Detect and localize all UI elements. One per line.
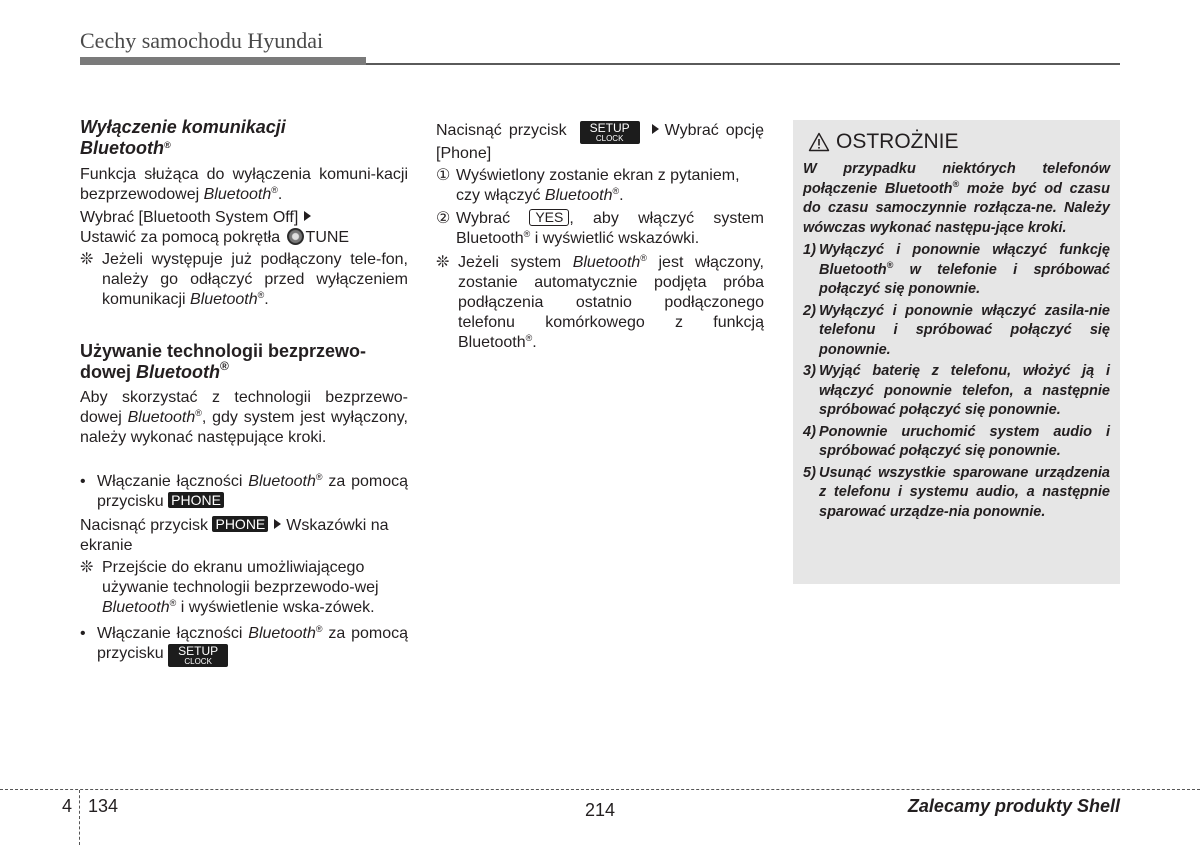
step-2: ② Wybrać YES , aby włączyć system Bluetooth® i wyświetlić wskazówki. <box>436 209 764 247</box>
caution-intro: W przypadku niektórych telefonów połączenie Bluetooth® może być od czasu do czasu samoczynnie rozłącza-ne. Należy wówczas wykonać następu-jące kroki. <box>803 161 1110 236</box>
page-number: 134 <box>88 796 119 816</box>
chapter-number: 4 <box>62 796 73 816</box>
column-left <box>80 117 408 667</box>
setup-clock-key: SETUP CLOCK <box>168 644 228 667</box>
header-rule <box>366 63 1120 65</box>
caution-item: 4) Ponownie uruchomić system audio i spróbować połączyć się ponownie. <box>803 423 1110 459</box>
arrow-right-icon <box>274 519 281 529</box>
note: ❊ Jeżeli występuje już podłączony tele-fon, należy go odłączyć przed wyłączeniem komunikacji Bluetooth®. <box>80 251 408 308</box>
list-item: • Włączanie łączności Bluetooth® za pomocą przycisku PHONE <box>80 472 408 510</box>
section-title-bt-off: Wyłączenie komunikacji Bluetooth® <box>80 117 286 158</box>
paragraph: Funkcja służąca do wyłączenia komuni-kacji bezprzewodowej Bluetooth®. <box>80 166 408 203</box>
note: ❊ Przejście do ekranu umożliwiającego używanie technologii bezprzewodo-wej Bluetooth® i wyświetlenie wska-zówek. <box>80 559 379 616</box>
column-middle <box>436 121 764 353</box>
note: ❊ Jeżeli system Bluetooth® jest włączony, zostanie automatycznie podjęta próba podłączenia ostatnio podłączonego telefonu komórkowego z funkcją Bluetooth®. <box>436 253 764 351</box>
caution-box <box>793 120 1120 584</box>
tune-knob-icon <box>287 228 304 245</box>
caution-body <box>803 160 1110 522</box>
phone-key: PHONE <box>168 492 224 508</box>
document-page-number: 214 <box>584 800 616 820</box>
caution-header <box>808 130 959 154</box>
instruction: Wybrać [Bluetooth System Off] Ustawić za pomocą pokrętła TUNE <box>80 209 350 246</box>
paragraph: Aby skorzystać z technologii bezprzewo-dowej Bluetooth®, gdy system jest wyłączony, należy wykonać następujące kroki. <box>80 389 409 446</box>
caution-title: OSTROŻNIE <box>836 130 959 153</box>
step-1: ① Wyświetlony zostanie ekran z pytaniem, czy włączyć Bluetooth®. <box>436 167 740 204</box>
footer-slogan: Zalecamy produkty Shell <box>907 796 1120 816</box>
instruction: Nacisnąć przycisk SETUP CLOCK Wybrać opcję [Phone] <box>436 121 764 162</box>
header-bar <box>80 57 366 65</box>
caution-item: 3) Wyjąć baterię z telefonu, włożyć ją i włączyć ponownie telefon, a następnie spróbować połączyć się ponownie. <box>803 363 1110 418</box>
caution-item: 2) Wyłączyć i ponownie włączyć zasila-nie telefonu i spróbować połączyć się ponownie. <box>803 302 1110 358</box>
arrow-right-icon <box>304 211 311 221</box>
section-title-bt-use: Używanie technologii bezprzewo-dowej Bluetooth® <box>80 341 367 382</box>
list-item: • Włączanie łączności Bluetooth® za pomocą przycisku SETUP CLOCK <box>80 624 408 666</box>
instruction: Nacisnąć przycisk PHONE Wskazówki na ekranie <box>80 516 389 554</box>
warning-icon <box>808 132 830 152</box>
caution-item: 5) Usunąć wszystkie sparowane urządzenia z telefonu i systemu audio, a następnie sparować urządze-nia ponownie. <box>803 464 1110 520</box>
footer-divider <box>0 789 1200 790</box>
page-header-title: Cechy samochodu Hyundai <box>80 28 324 53</box>
caution-item: 1) Wyłączyć i ponownie włączyć funkcję Bluetooth® w telefonie i spróbować połączyć się ponownie. <box>803 242 1110 297</box>
yes-key: YES <box>529 209 569 226</box>
arrow-right-icon <box>652 124 659 134</box>
phone-key: PHONE <box>212 516 268 532</box>
setup-clock-key: SETUP CLOCK <box>580 121 640 144</box>
